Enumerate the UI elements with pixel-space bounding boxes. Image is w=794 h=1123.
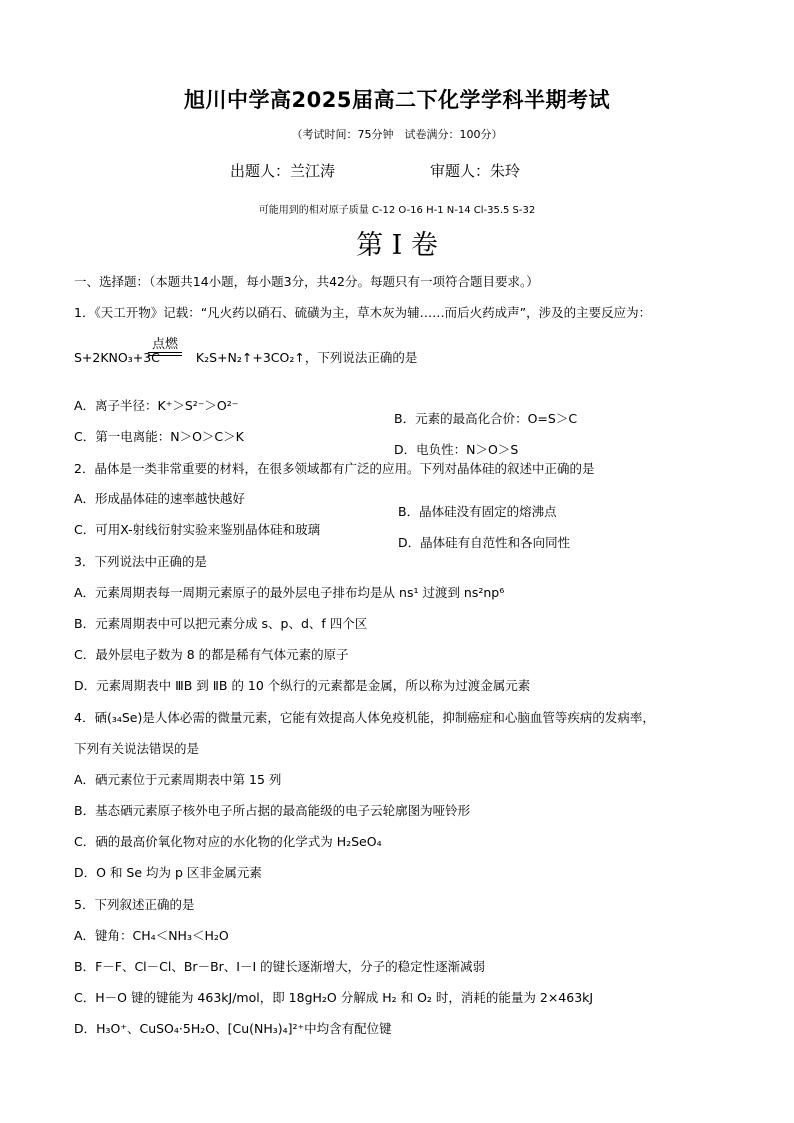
- atomic-mass-note: 可能用到的相对原子质量 C-12 O-16 H-1 N-14 Cl-35.5 S-32: [258, 205, 536, 216]
- condition-label: 点燃: [151, 337, 178, 352]
- q4-option-a: A．硒元素位于元素周期表中第 15 列: [74, 772, 282, 787]
- q5-option-b: B．F－F、Cl－Cl、Br－Br、I－I 的键长逐渐增大，分子的稳定性逐渐减弱: [74, 959, 486, 974]
- setter: 出题人：兰江涛: [230, 162, 336, 180]
- q5-option-c: C．H－O 键的键能为 463kJ/mol，即 18gH₂O 分解成 H₂ 和 O₂ 时，消耗的能量为 2×463kJ: [74, 990, 594, 1005]
- reviewer: 审题人：朱玲: [430, 162, 521, 180]
- q2-option-d: D．晶体硅有自范性和各向同性: [398, 534, 571, 550]
- authors-line: [230, 160, 520, 181]
- q4-option-c: C．硒的最高价氧化物对应的水化物的化学式为 H₂SeO₄: [74, 834, 382, 849]
- q5-option-a: A．键角：CH₄＜NH₃＜H₂O: [74, 928, 229, 943]
- q5-stem: 5．下列叙述正确的是: [74, 897, 195, 912]
- equation-left: S+2KNO₃+3C: [74, 350, 160, 365]
- q1-equation: [74, 348, 417, 366]
- equation-right: K₂S+N₂↑+3CO₂↑，下列说法正确的是: [195, 350, 418, 365]
- exam-subtitle: （考试时间：75分钟 试卷满分：100分）: [291, 128, 503, 141]
- q2-stem: 2．晶体是一类非常重要的材料，在很多领域都有广泛的应用。下列对晶体硅的叙述中正确的是: [74, 461, 595, 476]
- q5-option-d: D．H₃O⁺、CuSO₄·5H₂O、[Cu(NH₃)₄]²⁺中均含有配位键: [74, 1021, 392, 1036]
- q1-option-a: A．离子半径：K⁺＞S²⁻＞O²⁻: [74, 398, 239, 413]
- q3-option-d: D．元素周期表中 ⅢB 到 ⅡB 的 10 个纵行的元素都是金属，所以称为过渡金属元素: [74, 678, 531, 693]
- q1-option-b: B．元素的最高化合价：O=S＞C: [394, 410, 578, 426]
- q2-option-a: A．形成晶体硅的速率越快越好: [74, 491, 246, 506]
- volume-heading: 第 I 卷: [356, 230, 438, 261]
- q2-option-c: C．可用X-射线衍射实验来鉴别晶体硅和玻璃: [74, 522, 321, 537]
- q2-option-b: B．晶体硅没有固定的熔沸点: [398, 503, 557, 519]
- q4-stem-line2: 下列有关说法错误的是: [74, 741, 200, 756]
- q3-option-c: C．最外层电子数为 8 的都是稀有气体元素的原子: [74, 647, 349, 662]
- q1-option-c: C．第一电离能：N＞O＞C＞K: [74, 429, 244, 444]
- q3-option-b: B．元素周期表中可以把元素分成 s、p、d、f 四个区: [74, 616, 368, 631]
- q4-stem-line1: 4．硒(₃₄Se)是人体必需的微量元素，它能有效提高人体免疫机能，抑制癌症和心脑血管等疾病的发病率，: [74, 710, 655, 725]
- q4-option-b: B．基态硒元素原子核外电子所占据的最高能级的电子云轮廓图为哑铃形: [74, 803, 471, 818]
- q1-option-d: D．电负性：N＞O＞S: [394, 441, 519, 457]
- q1-stem: 1．《天工开物》记载：“凡火药以硝石、硫磺为主，草木灰为辅……而后火药成声”，涉及的主要反应为：: [74, 305, 652, 320]
- q3-option-a: A．元素周期表每一周期元素原子的最外层电子排布均是从 ns¹ 过渡到 ns²np⁶: [74, 585, 505, 600]
- q4-option-d: D．O 和 Se 均为 p 区非金属元素: [74, 865, 262, 880]
- q3-stem: 3．下列说法中正确的是: [74, 554, 207, 569]
- exam-title: 旭川中学高2025届高二下化学学科半期考试: [184, 88, 610, 112]
- section-heading: 一、选择题：（本题共14小题，每小题3分，共42分。每题只有一项符合题目要求。）: [74, 274, 539, 289]
